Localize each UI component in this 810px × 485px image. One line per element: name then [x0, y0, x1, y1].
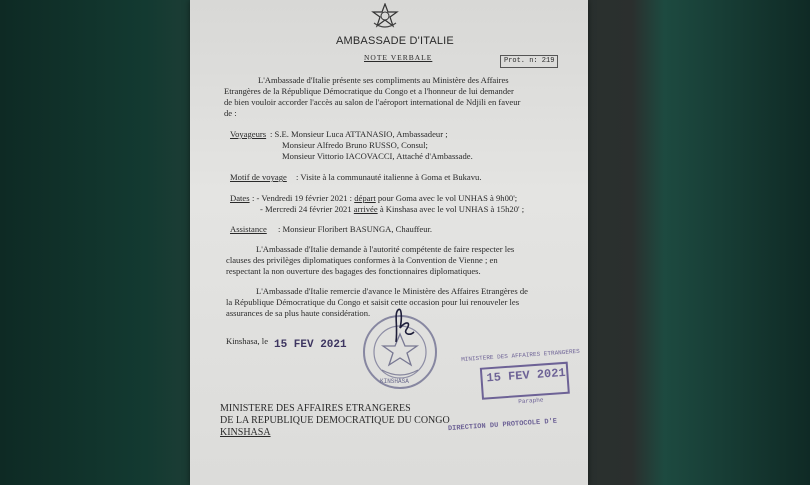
assistance-text: : Monsieur Floribert BASUNGA, Chauffeur. [278, 224, 433, 234]
place-label: Kinshasa, le [226, 336, 269, 346]
date-2-day: - Mercredi 24 février 2021 [260, 204, 352, 214]
protocol-stamp [439, 347, 580, 449]
intro-line-2: Etrangères de la République Démocratique du Congo et a l'honneur de lui demander [224, 86, 514, 96]
para3-line-3: assurances de sa plus haute considération. [226, 308, 371, 318]
date-2-arrival: arrivée [353, 204, 378, 214]
travellers-label: Voyageurs [230, 129, 267, 139]
traveller-3: Monsieur Vittorio IACOVACCI, Attaché d'Ambassade. [282, 151, 473, 161]
stamp-date: 15 FEV 2021 [486, 365, 567, 386]
embassy-title: AMBASSADE D'ITALIE [336, 35, 454, 47]
para3-line-2: la République Démocratique du Congo et saisit cette occasion pour lui renouveler les [226, 297, 520, 307]
date-stamp: 15 FEV 2021 [274, 339, 347, 351]
intro-line-1: L'Ambassade d'Italie présente ses compliments au Ministère des Affaires [258, 75, 509, 85]
reference-number: Prot. n: 219 [500, 55, 558, 68]
stamp-ministry: MINISTERE DES AFFAIRES ETRANGERES [460, 347, 580, 364]
stamp-footer: DIRECTION DU PROTOCOLE D'E [447, 417, 558, 434]
document-page [190, 0, 588, 485]
date-1-day: : - Vendredi 19 février 2021 : [252, 193, 353, 203]
para2-line-2: clauses des privilèges diplomatiques conformes à la Convention de Vienne ; en [226, 255, 498, 265]
italian-emblem-icon [371, 3, 399, 29]
note-title: NOTE VERBALE [364, 53, 433, 62]
motive-text: : Visite à la communauté italienne à Goma et Bukavu. [296, 172, 482, 182]
motive-label: Motif de voyage [230, 172, 287, 182]
traveller-1: : S.E. Monsieur Luca ATTANASIO, Ambassadeur ; [270, 129, 448, 139]
date-1-departure: départ [354, 193, 376, 203]
para3-line-1: L'Ambassade d'Italie remercie d'avance le Ministère des Affaires Etrangères de [256, 286, 528, 296]
seal-text: KINSHASA [380, 378, 409, 385]
signature-icon [388, 306, 418, 346]
dates-label: Dates [230, 193, 250, 203]
para2-line-1: L'Ambassade d'Italie demande à l'autorité compétente de faire respecter les [256, 244, 515, 254]
intro-line-4: de : [224, 108, 237, 118]
intro-line-3: de bien vouloir accorder l'accès au salon de l'aéroport international de Ndjili en faveur [224, 97, 521, 107]
date-line-1 [252, 193, 517, 204]
date-1-details: pour Goma avec le vol UNHAS à 9h00'; [377, 193, 518, 203]
stamp-paraphe: Paraphe [518, 396, 544, 406]
recipient-line-3: KINSHASA [220, 427, 271, 438]
assistance-label: Assistance [230, 224, 267, 234]
date-2-details: à Kinshasa avec le vol UNHAS à 15h20' ; [379, 204, 525, 214]
recipient-line-2: DE LA REPUBLIQUE DEMOCRATIQUE DU CONGO [220, 415, 450, 426]
traveller-2: Monsieur Alfredo Bruno RUSSO, Consul; [282, 140, 428, 150]
para2-line-3: respectant la non ouverture des bagages des fonctionnaires diplomatiques. [226, 266, 481, 276]
recipient-line-1: MINISTERE DES AFFAIRES ETRANGERES [220, 403, 411, 414]
date-line-2 [260, 204, 524, 215]
